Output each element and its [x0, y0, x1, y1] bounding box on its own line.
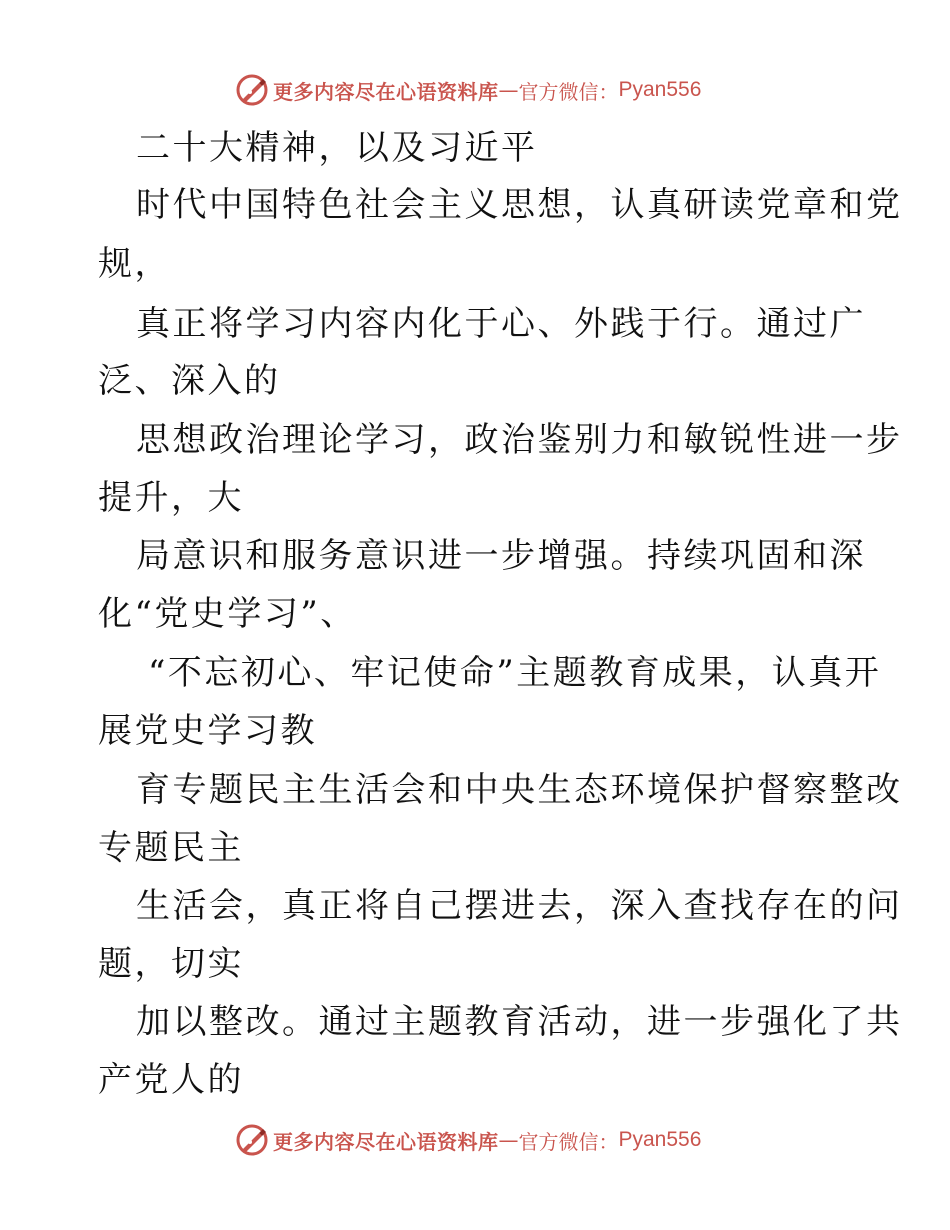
pen-logo-icon: [235, 1123, 269, 1157]
watermark-banner-top: [235, 73, 701, 107]
watermark-wechat-id: Pyan556: [618, 1128, 702, 1151]
pen-logo-icon: [235, 73, 269, 107]
watermark-site-text: 更多内容尽在心语资料库: [273, 79, 499, 104]
text-line: 规，: [98, 244, 171, 284]
text-line: 加以整改。通过主题教育活动，进一步强化了共: [136, 1002, 903, 1042]
text-line: 展党史学习教: [98, 711, 317, 751]
watermark-wechat-label: 官方微信：: [518, 1129, 619, 1154]
text-line: 产党人的: [98, 1060, 244, 1100]
watermark-separator: —: [498, 1128, 519, 1152]
text-line: 二十大精神，以及习近平: [136, 128, 538, 168]
text-line: 真正将学习内容内化于心、外践于行。通过广: [136, 304, 866, 344]
watermark-separator: —: [498, 78, 519, 102]
watermark-banner-bottom: [235, 1123, 701, 1157]
text-line: 时代中国特色社会主义思想，认真研读党章和党: [136, 185, 903, 225]
watermark-wechat-label: 官方微信：: [518, 79, 619, 104]
text-line: 局意识和服务意识进一步增强。持续巩固和深: [136, 536, 866, 576]
text-line: 生活会，真正将自己摆进去，深入查找存在的问: [136, 886, 903, 926]
text-line: 题，切实: [98, 944, 244, 984]
text-line: 育专题民主生活会和中央生态环境保护督察整改: [136, 770, 903, 810]
text-line: 泛、深入的: [98, 361, 281, 401]
text-line: “不忘初心、牢记使命”主题教育成果，认真开: [148, 653, 882, 693]
text-line: 专题民主: [98, 828, 244, 868]
text-line: 化“党史学习”、: [98, 594, 357, 634]
watermark-site-text: 更多内容尽在心语资料库: [273, 1129, 499, 1154]
text-line: 思想政治理论学习，政治鉴别力和敏锐性进一步: [136, 420, 903, 460]
text-line: 提升，大: [98, 478, 244, 518]
watermark-wechat-id: Pyan556: [618, 78, 702, 101]
